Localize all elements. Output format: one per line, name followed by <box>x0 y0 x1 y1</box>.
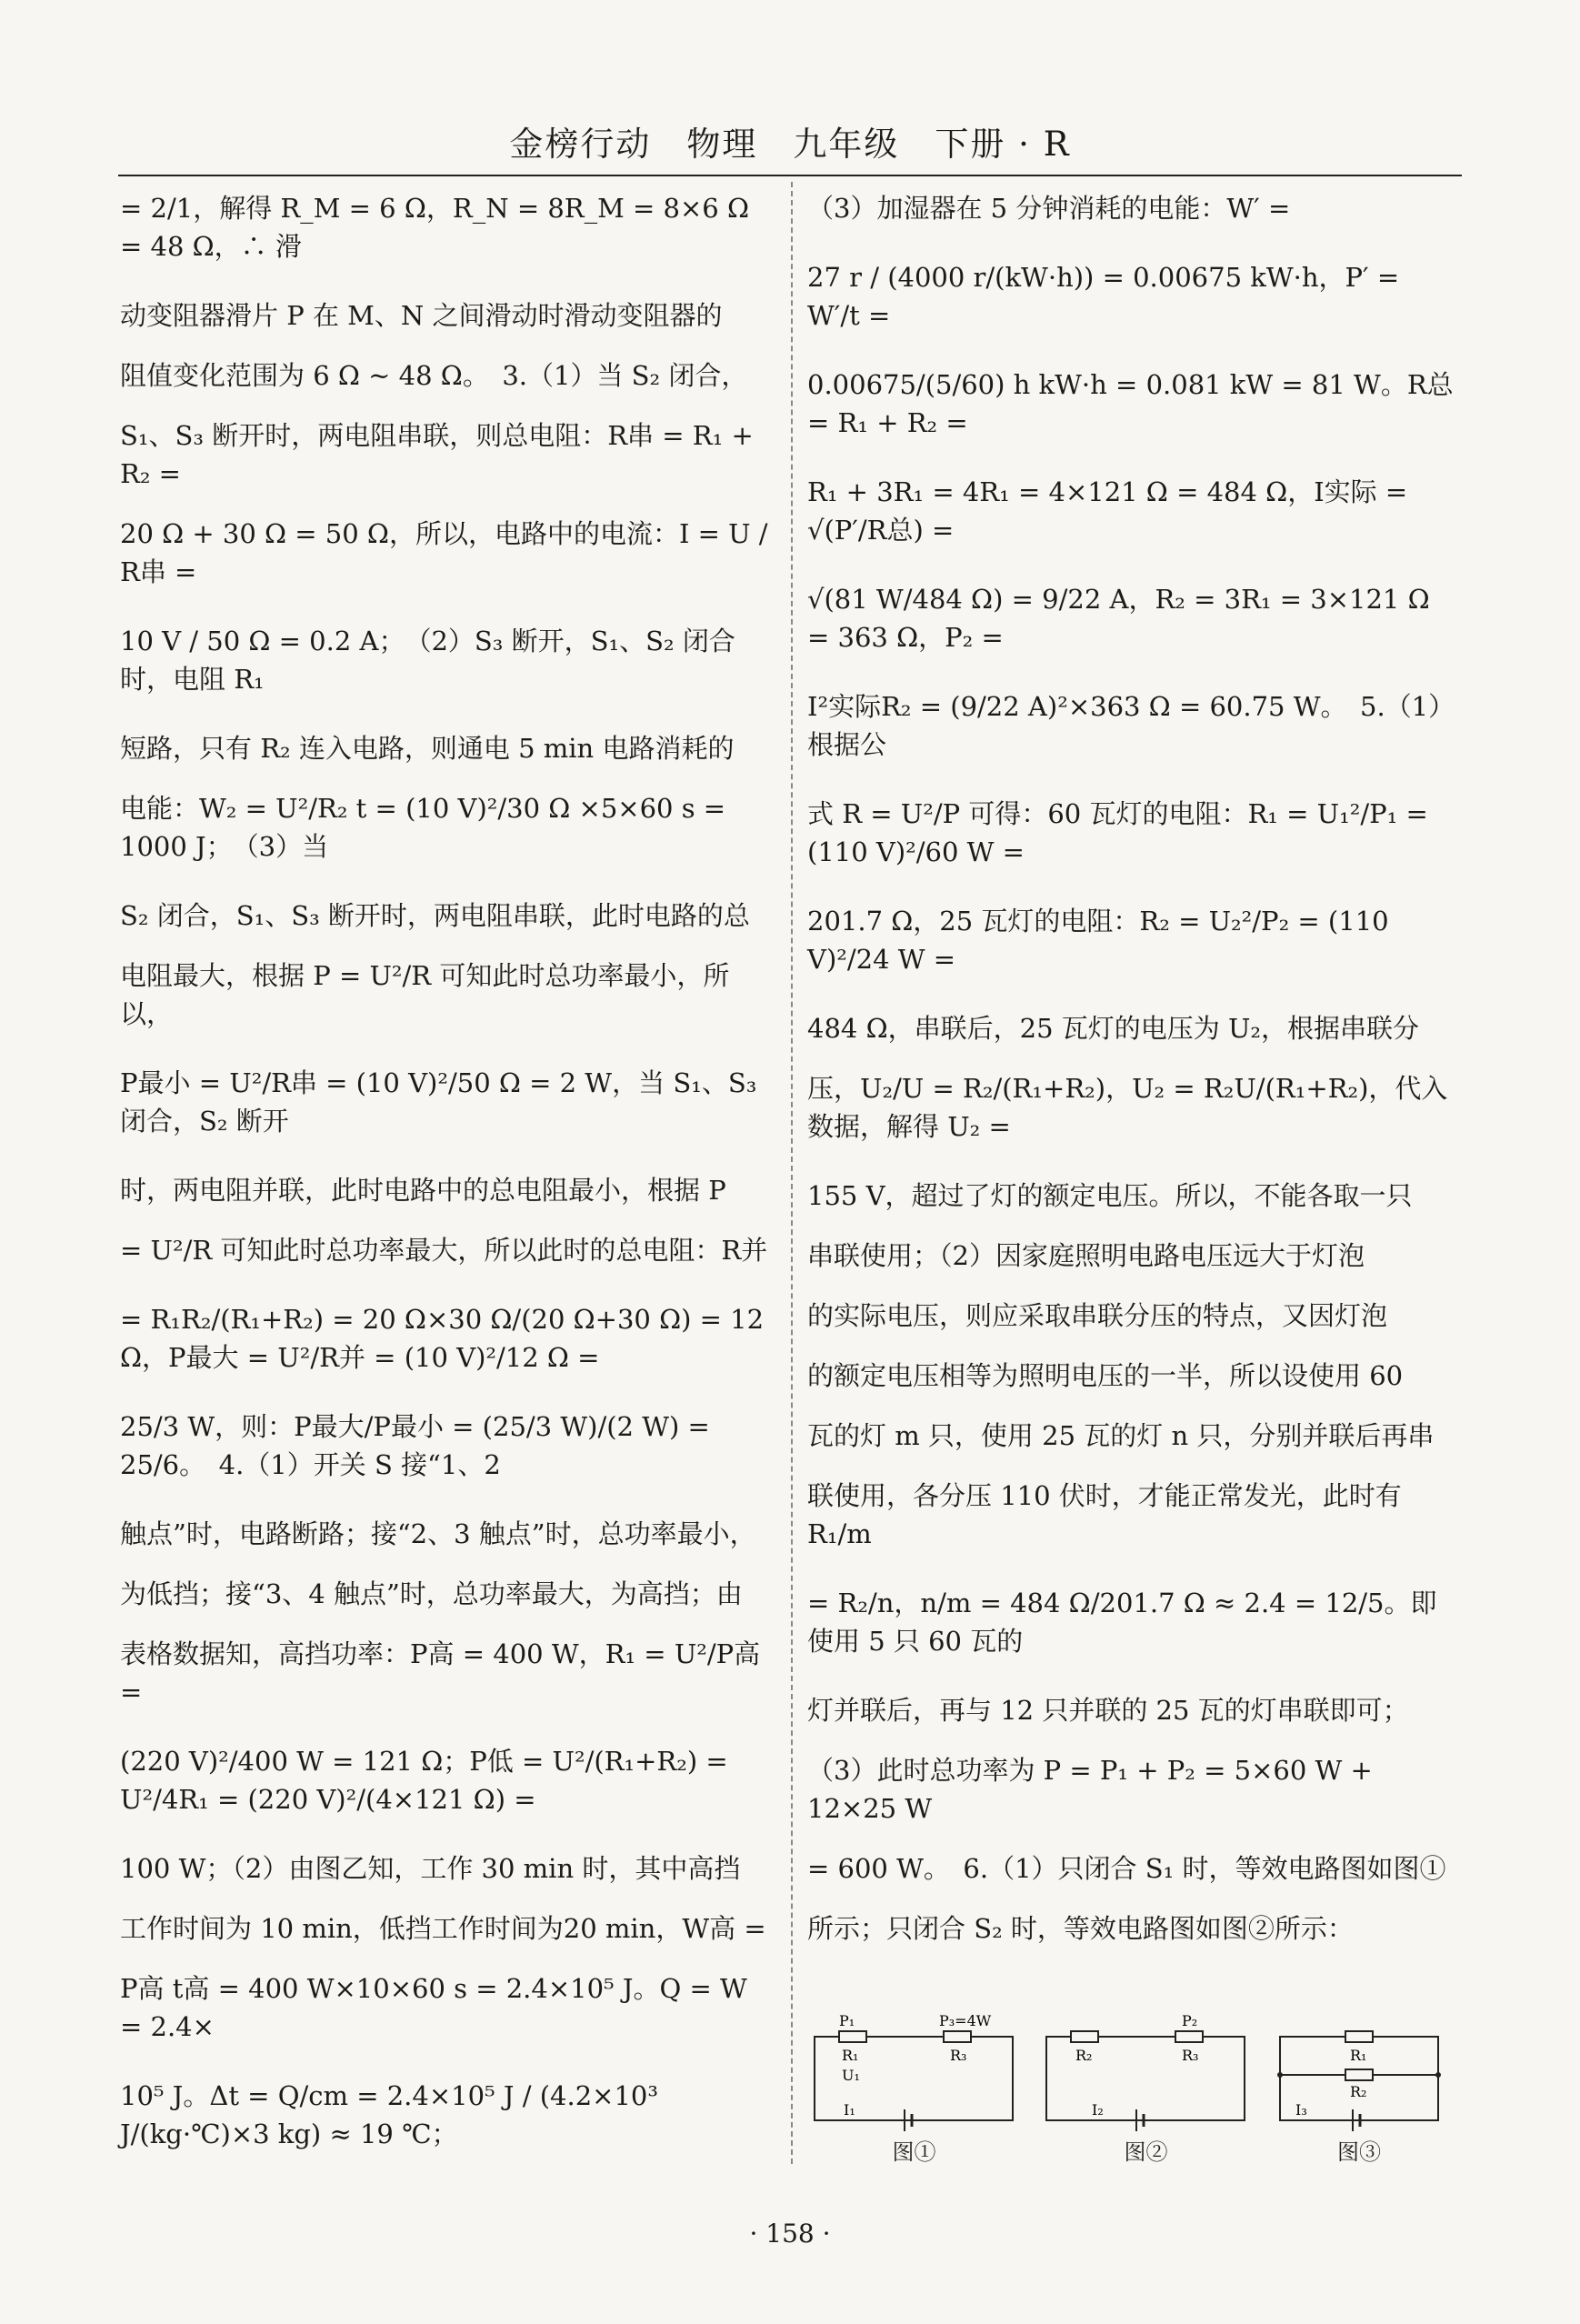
text-line: = R₂/n，n/m = 484 Ω/201.7 Ω ≈ 2.4 = 12/5。即使用 5 只 60 瓦的 <box>807 1588 1437 1657</box>
label-p1: P₁ <box>839 2012 855 2029</box>
left-column <box>120 189 775 2175</box>
text-line: 20 Ω + 30 Ω = 50 Ω，所以，电路中的电流：I = U / R串 = <box>120 518 768 587</box>
text-line: 25/3 W，则：P最大/P最小 = (25/3 W)/(2 W) = 25/6。 4.（1）开关 S 接“1、2 <box>120 1411 710 1480</box>
text-line: 201.7 Ω，25 瓦灯的电阻：R₂ = U₂²/P₂ = (110 V)²/24 W = <box>807 906 1389 975</box>
text-line: S₂ 闭合，S₁、S₃ 断开时，两电阻串联，此时电路的总 <box>120 900 750 931</box>
label-p2: P₂ <box>1182 2012 1198 2029</box>
text-line: = U²/R 可知此时总功率最大，所以此时的总电阻：R并 <box>120 1235 768 1266</box>
figure-3 <box>1273 2009 1445 2164</box>
text-line: （3）此时总功率为 P = P₁ + P₂ = 5×60 W + 12×25 W <box>807 1755 1373 1824</box>
circuit-diagram-3 <box>1273 2009 1445 2132</box>
figure-caption: 图① <box>892 2139 936 2165</box>
column-divider <box>791 182 793 2164</box>
text-line: 155 V，超过了灯的额定电压。所以，不能各取一只 <box>807 1180 1413 1211</box>
label-i1: I₁ <box>844 2101 855 2119</box>
text-line: P高 t高 = 400 W×10×60 s = 2.4×10⁵ J。Q = W = 2.4× <box>120 1973 747 2042</box>
text-line: (220 V)²/400 W = 121 Ω；P低 = U²/(R₁+R₂) = U²/4R₁ = (220 V)²/(4×121 Ω) = <box>120 1746 728 1815</box>
label-i2: I₂ <box>1092 2101 1104 2119</box>
book-title: 金榜行动 物理 九年级 下册 · R <box>509 125 1071 164</box>
text-line: I²实际R₂ = (9/22 A)²×363 Ω = 60.75 W。 5.（1）根据公 <box>807 691 1455 760</box>
text-line: 484 Ω，串联后，25 瓦灯的电压为 U₂，根据串联分 <box>807 1013 1420 1044</box>
text-line: 的额定电压相等为照明电压的一半，所以设使用 60 <box>807 1360 1404 1391</box>
page-header <box>0 116 1580 173</box>
right-column <box>807 189 1458 1969</box>
label-r2: R₂ <box>1350 2083 1367 2100</box>
text-line: 工作时间为 10 min，低挡工作时间为20 min，W高 = <box>120 1913 766 1944</box>
text-line: 电能：W₂ = U²/R₂ t = (10 V)²/30 Ω ×5×60 s = 1000 J； （3）当 <box>120 793 726 862</box>
text-line: √(81 W/484 Ω) = 9/22 A，R₂ = 3R₁ = 3×121 Ω = 363 Ω，P₂ = <box>807 584 1430 653</box>
text-line: 所示；只闭合 S₂ 时，等效电路图如图②所示： <box>807 1913 1354 1944</box>
text-line: 时，两电阻并联，此时电路中的总电阻最小，根据 P <box>120 1175 726 1206</box>
text-line: 动变阻器滑片 P 在 M、N 之间滑动时滑动变阻器的 <box>120 300 723 331</box>
label-r2: R₂ <box>1075 2047 1093 2064</box>
text-line: 串联使用；（2）因家庭照明电路电压远大于灯泡 <box>807 1240 1365 1271</box>
text-line: 短路，只有 R₂ 连入电路，则通电 5 min 电路消耗的 <box>120 733 735 764</box>
page-number: · 158 · <box>749 2219 831 2249</box>
figure-2 <box>1039 2009 1253 2164</box>
text-line: 表格数据知，高挡功率：P高 = 400 W，R₁ = U²/P高 = <box>120 1638 761 1708</box>
text-line: = 600 W。 6.（1）只闭合 S₁ 时，等效电路图如图① <box>807 1853 1446 1884</box>
text-line: 触点”时，电路断路；接“2、3 触点”时，总功率最小， <box>120 1518 756 1549</box>
circuit-figures <box>807 2009 1458 2164</box>
circuit-diagram-1 <box>807 2009 1021 2132</box>
text-line: = R₁R₂/(R₁+R₂) = 20 Ω×30 Ω/(20 Ω+30 Ω) = 12 Ω，P最大 = U²/R并 = (10 V)²/12 Ω = <box>120 1304 765 1373</box>
figure-1 <box>807 2009 1021 2164</box>
text-line: 100 W；（2）由图乙知，工作 30 min 时，其中高挡 <box>120 1853 741 1884</box>
text-line: 0.00675/(5/60) h kW·h = 0.081 kW = 81 W。R总 = R₁ + R₂ = <box>807 369 1454 438</box>
label-r1: R₁ <box>1350 2047 1367 2064</box>
text-line: 10⁵ J。Δt = Q/cm = 2.4×10⁵ J / (4.2×10³ J/(kg·℃)×3 kg) ≈ 19 ℃； <box>120 2080 658 2149</box>
text-line: 电阻最大，根据 P = U²/R 可知此时总功率最小，所以， <box>120 960 730 1029</box>
text-line: R₁ + 3R₁ = 4R₁ = 4×121 Ω = 484 Ω，I实际 = √(P′/R总) = <box>807 476 1408 546</box>
text-line: P最小 = U²/R串 = (10 V)²/50 Ω = 2 W，当 S₁、S₃ 闭合，S₂ 断开 <box>120 1067 757 1137</box>
text-line: 瓦的灯 m 只，使用 25 瓦的灯 n 只，分别并联后再串 <box>807 1420 1435 1451</box>
label-p3: P₃=4W <box>939 2012 992 2029</box>
text-line: 10 V / 50 Ω = 0.2 A； （2）S₃ 断开，S₁、S₂ 闭合时，电阻 R₁ <box>120 626 735 695</box>
text-line: 的实际电压，则应采取串联分压的特点，又因灯泡 <box>807 1300 1388 1331</box>
label-i3: I₃ <box>1295 2101 1307 2119</box>
label-u1: U₁ <box>842 2067 860 2084</box>
text-line: = 2/1，解得 R_M = 6 Ω，R_N = 8R_M = 8×6 Ω = 48 Ω，∴ 滑 <box>120 193 750 262</box>
text-line: S₁、S₃ 断开时，两电阻串联，则总电阻：R串 = R₁ + R₂ = <box>120 420 754 489</box>
label-r1: R₁ <box>842 2047 859 2064</box>
text-line: 阻值变化范围为 6 Ω ~ 48 Ω。 3.（1）当 S₂ 闭合， <box>120 360 748 391</box>
text-line: （3）加湿器在 5 分钟消耗的电能：W′ = <box>807 193 1291 224</box>
label-r3: R₃ <box>1182 2047 1199 2064</box>
label-r3: R₃ <box>950 2047 967 2064</box>
header-rule <box>118 175 1462 176</box>
circuit-diagram-2 <box>1039 2009 1253 2132</box>
figure-caption: 图③ <box>1337 2139 1381 2165</box>
text-line: 联使用，各分压 110 伏时，才能正常发光，此时有 R₁/m <box>807 1480 1402 1549</box>
figure-caption: 图② <box>1124 2139 1168 2165</box>
text-line: 压，U₂/U = R₂/(R₁+R₂)，U₂ = R₂U/(R₁+R₂)，代入数据，解得 U₂ = <box>807 1073 1448 1142</box>
text-line: 灯并联后，再与 12 只并联的 25 瓦的灯串联即可； <box>807 1695 1409 1726</box>
text-line: 27 r / (4000 r/(kW·h)) = 0.00675 kW·h，P′ = W′/t = <box>807 262 1400 331</box>
text-line: 为低挡；接“3、4 触点”时，总功率最大，为高挡；由 <box>120 1578 743 1609</box>
text-line: 式 R = U²/P 可得：60 瓦灯的电阻：R₁ = U₁²/P₁ = (110 V)²/60 W = <box>807 798 1428 867</box>
